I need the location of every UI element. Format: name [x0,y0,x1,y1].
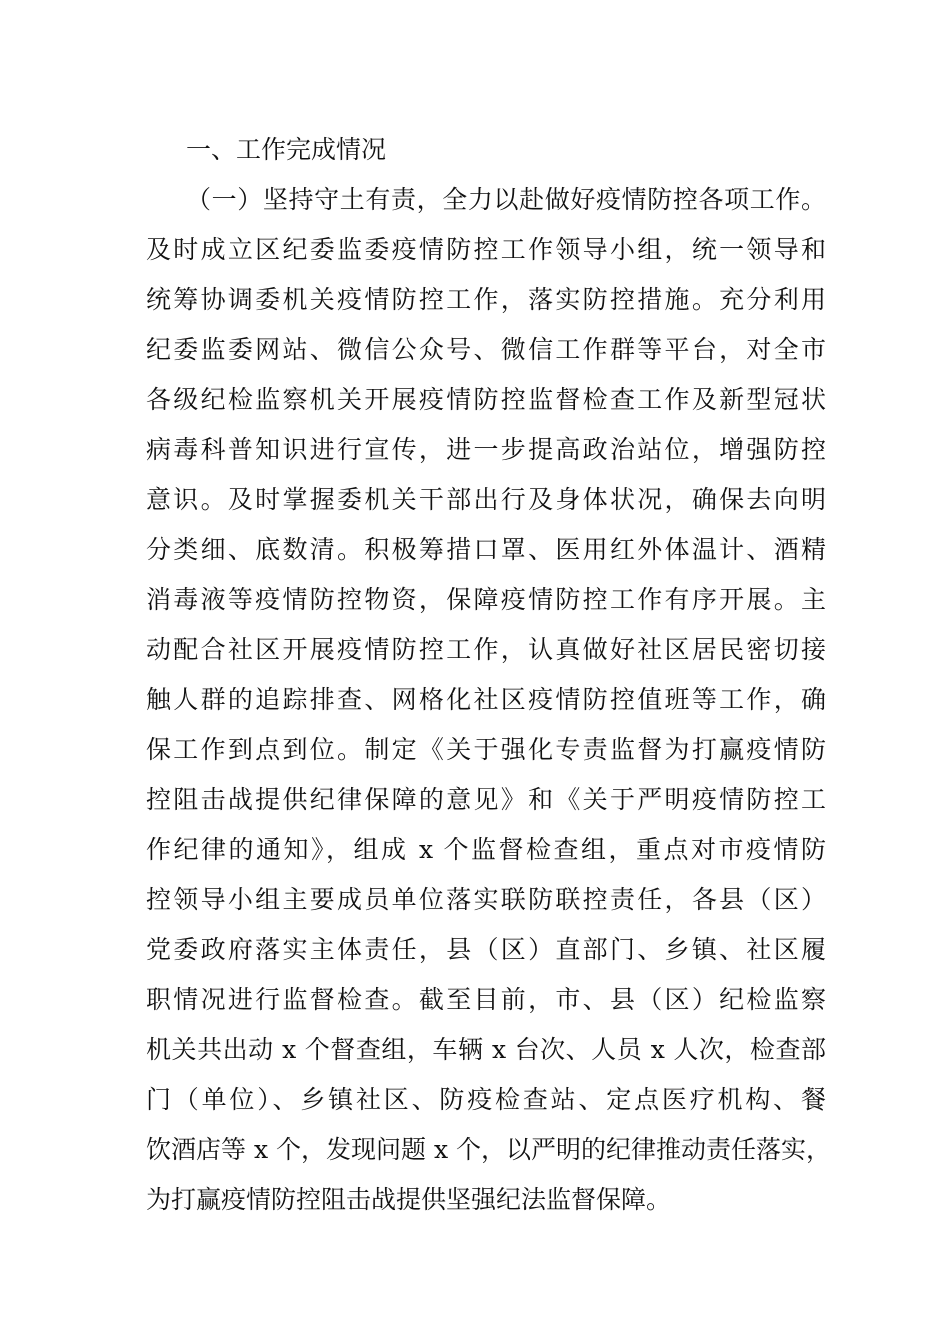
paragraph-line-11: 触人群的追踪排查、网格化社区疫情防控值班等工作，确 [146,685,826,714]
paragraph-line-16: 党委政府落实主体责任，县（区）直部门、乡镇、社区履 [146,935,826,964]
paragraph-line-7: 意识。及时掌握委机关干部出行及身体状况，确保去向明 [146,485,826,514]
paragraph-line-20: 饮酒店等 x 个，发现问题 x 个，以严明的纪律推动责任落实， [146,1135,831,1164]
paragraph-line-18: 机关共出动 x 个督查组，车辆 x 台次、人员 x 人次，检查部 [146,1035,826,1064]
paragraph-line-12: 保工作到点到位。制定《关于强化专责监督为打赢疫情防 [146,735,826,764]
paragraph-line-1: （一）坚持守土有责，全力以赴做好疫情防控各项工作。 [186,185,826,214]
paragraph-line-4: 纪委监委网站、微信公众号、微信工作群等平台，对全市 [146,335,826,364]
section-heading: 一、工作完成情况 [186,135,387,164]
paragraph-line-6: 病毒科普知识进行宣传，进一步提高政治站位，增强防控 [146,435,826,464]
paragraph-line-2: 及时成立区纪委监委疫情防控工作领导小组，统一领导和 [146,235,826,264]
paragraph-line-14: 作纪律的通知》，组成 x 个监督检查组，重点对市疫情防 [146,835,826,864]
paragraph-line-15: 控领导小组主要成员单位落实联防联控责任，各县（区） [146,885,826,914]
paragraph-line-10: 动配合社区开展疫情防控工作，认真做好社区居民密切接 [146,635,826,664]
paragraph-line-9: 消毒液等疫情防控物资，保障疫情防控工作有序开展。主 [146,585,826,614]
paragraph-line-3: 统筹协调委机关疫情防控工作，落实防控措施。充分利用 [146,285,826,314]
paragraph-line-13: 控阻击战提供纪律保障的意见》和《关于严明疫情防控工 [146,785,826,814]
paragraph-line-19: 门（单位）、乡镇社区、防疫检查站、定点医疗机构、餐 [146,1085,826,1114]
paragraph-line-21: 为打赢疫情防控阻击战提供坚强纪法监督保障。 [146,1185,672,1214]
paragraph-line-5: 各级纪检监察机关开展疫情防控监督检查工作及新型冠状 [146,385,826,414]
paragraph-line-8: 分类细、底数清。积极筹措口罩、医用红外体温计、酒精 [146,535,826,564]
paragraph-line-17: 职情况进行监督检查。截至目前，市、县（区）纪检监察 [146,985,826,1014]
